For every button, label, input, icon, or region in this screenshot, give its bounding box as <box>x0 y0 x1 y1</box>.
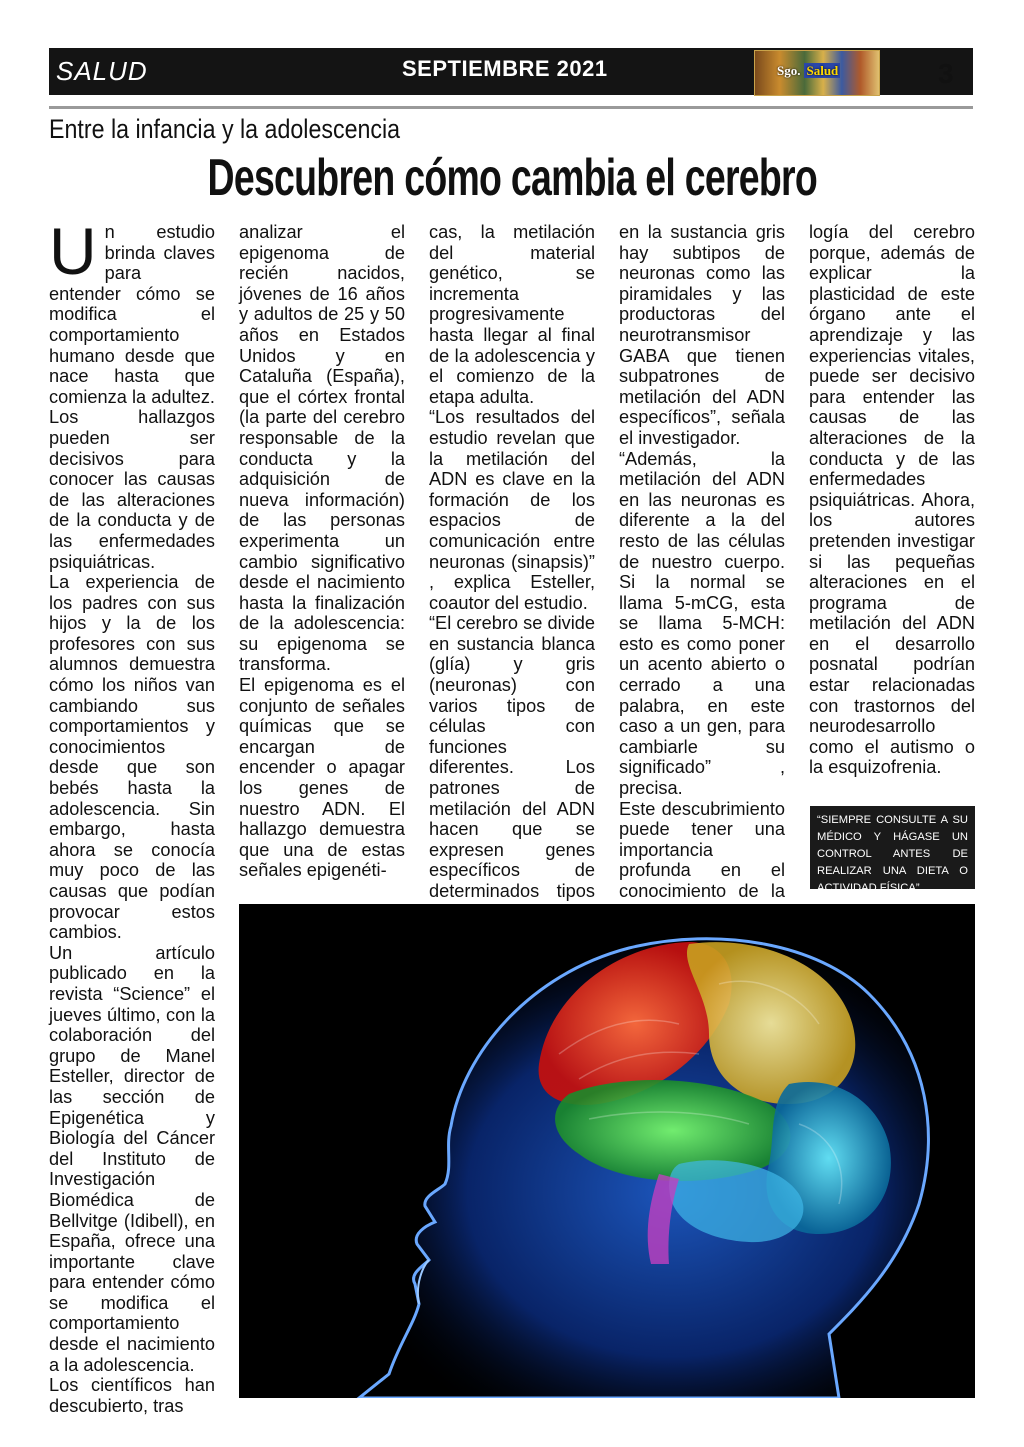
section-label: SALUD <box>56 56 148 86</box>
article-column-1 <box>49 214 215 1416</box>
paragraph: “El cerebro se divide en sustancia blanca (glía) y gris (neuronas) con varios tipos de células con funciones diferentes. Los patrones de metilación del ADN hacen que se expresen genes específicos de determinados tipos <box>429 613 595 901</box>
health-disclaimer-box <box>810 806 975 894</box>
article-column-3 <box>429 222 595 922</box>
paragraph: en la sustancia gris hay subtipos de neuronas como las piramidales y las productoras del neurotransmisor GABA que tienen subpatrones de metilación del ADN específicos”, señala el investigador. <box>619 222 785 448</box>
publication-logo <box>754 50 880 96</box>
paragraph: Un estudio brinda claves para entender cómo se modifica el comportamiento humano desde que nace hasta que comienza la adultez. Los hallazgos pueden ser decisivos para conocer las causas de las alteraciones de la conducta y de las enfermedades psiquiátricas. <box>49 214 215 572</box>
health-disclaimer-text: “SIEMPRE CONSULTE A SU MÉDICO Y HÁGASE UN CONTROL ANTES DE REALIZAR UNA DIETA O ACTIVIDAD FÍSICA” <box>817 814 968 894</box>
paragraph: Los científicos han descubierto, tras <box>49 1375 215 1416</box>
paragraph: Este descubrimiento puede tener una importancia profunda en el conocimiento de la <box>619 798 785 901</box>
paragraph: analizar el epigenoma de recién nacidos, jóvenes de 16 años y adultos de 25 y 50 años en Estados Unidos y en Cataluña (España), que el córtex frontal (la parte del cerebro responsable de la conducta y la adquisición de nueva información) de las personas experimenta un cambio significativo desde el nacimiento hasta la finalización de la adolescencia: su epigenoma se transforma. <box>239 222 405 675</box>
paragraph: Un artículo publicado en la revista “Science” el jueves último, con la colaboración del grupo de Manel Esteller, director de las sección de Epigenética y Biología del Cáncer del Instituto de Investigación Biomédica de Bellvitge (Idibell), en España, ofrece una importante clave para entender cómo se modifica el comportamiento desde el nacimiento a la adolescencia. <box>49 942 215 1375</box>
brain-head-image <box>239 904 975 1398</box>
paragraph: cas, la metilación del material genético, se incrementa progresivamente hasta llegar al final de la adolescencia y el comienzo de la etapa adulta. <box>429 222 595 407</box>
paragraph: El epigenoma es el conjunto de señales químicas que se encargan de encender o apagar los genes de nuestro ADN. El hallazgo demuestra que una de estas señales epigenéti- <box>239 675 405 881</box>
logo-lettering: Sgo. Salud <box>777 63 839 78</box>
article-headline: Descubren cómo cambia el cerebro <box>207 149 817 207</box>
article-column-4 <box>619 222 785 922</box>
paragraph: La experiencia de los padres con sus hijos y la de los profesores con sus alumnos demuestra cómo los niños van cambiando sus comportamientos y conocimientos desde que son bebés hasta la adolescencia. Sin embargo, hasta ahora se conocía muy poco de las causas que podían provocar estos cambios. <box>49 572 215 943</box>
article-column-5 <box>809 222 975 778</box>
article-kicker: Entre la infancia y la adolescencia <box>49 114 401 144</box>
drop-cap: U <box>49 214 97 288</box>
brain-illustration <box>239 904 975 1398</box>
page-number: 3 <box>938 58 954 89</box>
headline-wrapper <box>0 148 1024 208</box>
paragraph: logía del cerebro porque, además de explicar la plasticidad de este órgano ante el aprendizaje y las experiencias vitales, puede ser decisivo para entender las causas de las alteraciones de la conducta y de las enfermedades psiquiátricas. Ahora, los autores pretenden investigar si las pequeñas alteraciones en el programa de metilación del ADN en el desarrollo posnatal podrían estar relacionadas con trastornos del neurodesarrollo como el autismo o la esquizofrenia. <box>809 222 975 778</box>
header-divider <box>49 106 973 109</box>
paragraph: “Además, la metilación del ADN en las neuronas es diferente a la del resto de las células de nuestro cuerpo. Si la normal se llama 5-mCG, esta se llama 5-MCH: esto es como poner un acento abierto o cerrado a una palabra, en este caso a un gen, para cambiarle su significado” , precisa. <box>619 448 785 799</box>
paragraph: “Los resultados del estudio revelan que la metilación del ADN es clave en la formación de los espacios de comunicación entre neuronas (sinapsis)” , explica Esteller, coautor del estudio. <box>429 407 595 613</box>
issue-date: SEPTIEMBRE 2021 <box>402 56 608 81</box>
article-column-2 <box>239 222 405 881</box>
